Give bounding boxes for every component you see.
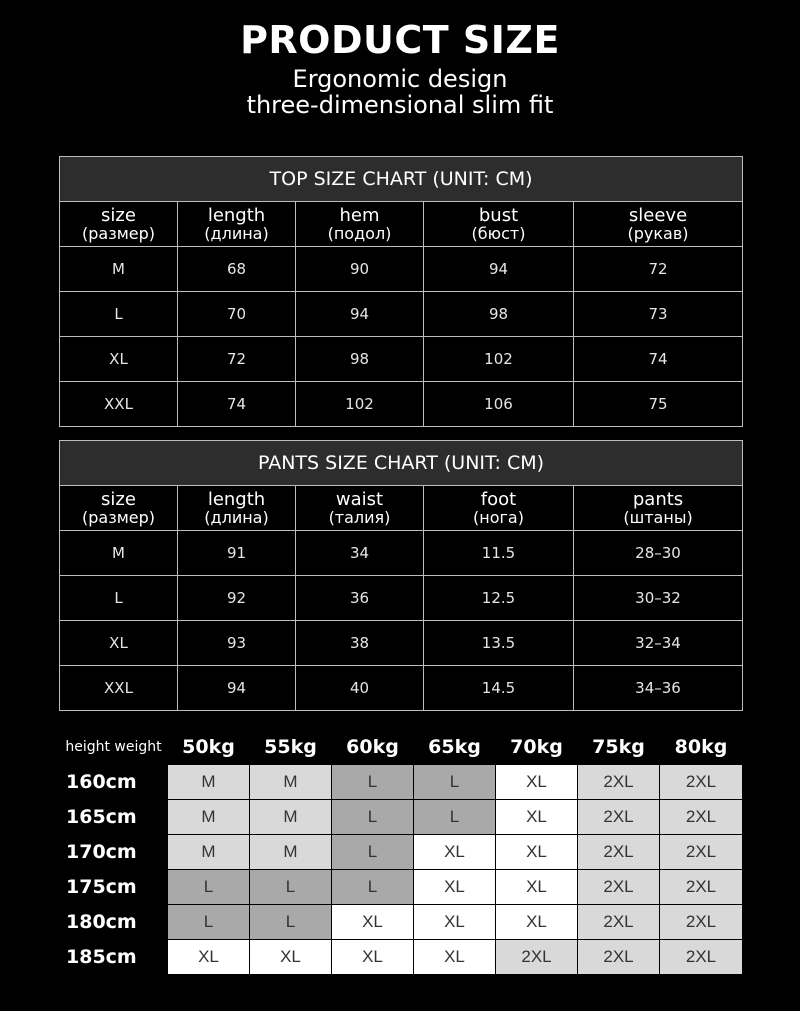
table-cell: 13.5 — [424, 621, 574, 666]
size-cell: L — [414, 765, 496, 800]
table-cell: 75 — [574, 382, 743, 427]
size-cell: XL — [332, 905, 414, 940]
column-header-ru: (длина) — [204, 223, 269, 243]
size-cell: M — [250, 765, 332, 800]
size-cell: 2XL — [578, 765, 660, 800]
table-cell: XXL — [60, 382, 178, 427]
column-header-en: pants — [632, 488, 684, 510]
table-row — [60, 247, 743, 292]
table-cell: 38 — [296, 621, 424, 666]
size-cell: 2XL — [578, 940, 660, 975]
height-row — [60, 835, 743, 870]
table-cell: 102 — [296, 382, 424, 427]
size-cell: XL — [496, 765, 578, 800]
column-header — [574, 202, 743, 247]
size-cell: L — [332, 765, 414, 800]
table-cell: 106 — [424, 382, 574, 427]
table-cell: M — [60, 247, 178, 292]
column-header-ru: (подол) — [327, 223, 392, 243]
table-cell: XL — [60, 621, 178, 666]
subtitle-line-1: Ergonomic design — [292, 65, 508, 93]
table-cell: 32–34 — [574, 621, 743, 666]
table-cell: 14.5 — [424, 666, 574, 711]
size-cell: L — [250, 905, 332, 940]
column-header-ru: (длина) — [204, 507, 269, 527]
pants-chart-caption: PANTS SIZE CHART (UNIT: CM) — [60, 441, 743, 486]
height-row — [60, 905, 743, 940]
column-header-ru: (нога) — [473, 507, 524, 527]
height-row — [60, 800, 743, 835]
column-header — [424, 486, 574, 531]
top-chart-caption: TOP SIZE CHART (UNIT: CM) — [60, 157, 743, 202]
column-header — [178, 486, 296, 531]
size-cell: XL — [414, 835, 496, 870]
column-header-en: size — [101, 488, 136, 510]
table-cell: 93 — [178, 621, 296, 666]
size-cell: XL — [414, 870, 496, 905]
size-cell: XL — [496, 800, 578, 835]
table-cell: 72 — [574, 247, 743, 292]
weight-header: 70kg — [496, 730, 578, 765]
column-header-en: length — [207, 488, 266, 510]
size-cell: XL — [332, 940, 414, 975]
size-cell: XL — [250, 940, 332, 975]
height-label: 160cm — [60, 765, 168, 800]
height-weight-corner-label: height weight — [60, 730, 168, 765]
table-row — [60, 337, 743, 382]
size-cell: XL — [496, 905, 578, 940]
column-header-ru: (размер) — [81, 223, 156, 243]
size-cell: L — [414, 800, 496, 835]
table-row — [60, 576, 743, 621]
table-cell: M — [60, 531, 178, 576]
size-cell: 2XL — [578, 905, 660, 940]
page-title: PRODUCT SIZE — [240, 18, 560, 62]
table-cell: 98 — [424, 292, 574, 337]
column-header-en: length — [207, 204, 266, 226]
table-row — [60, 292, 743, 337]
size-cell: M — [168, 800, 250, 835]
size-cell: 2XL — [660, 870, 743, 905]
table-cell: 73 — [574, 292, 743, 337]
table-cell: 36 — [296, 576, 424, 621]
size-cell: 2XL — [660, 800, 743, 835]
table-cell: 91 — [178, 531, 296, 576]
column-header-en: size — [101, 204, 136, 226]
height-row — [60, 765, 743, 800]
column-header-en: foot — [480, 488, 517, 510]
size-cell: L — [250, 870, 332, 905]
column-header-en: bust — [478, 204, 519, 226]
table-row — [60, 531, 743, 576]
height-label: 165cm — [60, 800, 168, 835]
height-label: 170cm — [60, 835, 168, 870]
column-header-en: hem — [339, 204, 380, 226]
table-cell: 94 — [296, 292, 424, 337]
column-header-ru: (талия) — [328, 507, 391, 527]
column-header — [60, 486, 178, 531]
column-header-ru: (штаны) — [623, 507, 693, 527]
table-row — [60, 621, 743, 666]
table-cell: L — [60, 292, 178, 337]
size-cell: XL — [414, 905, 496, 940]
table-cell: 94 — [178, 666, 296, 711]
size-cell: XL — [496, 835, 578, 870]
size-cell: M — [168, 835, 250, 870]
table-cell: 11.5 — [424, 531, 574, 576]
column-header — [296, 202, 424, 247]
header-row — [60, 202, 743, 247]
table-cell: 72 — [178, 337, 296, 382]
column-header-ru: (размер) — [81, 507, 156, 527]
weight-header: 65kg — [414, 730, 496, 765]
size-cell: L — [332, 870, 414, 905]
weight-header: 55kg — [250, 730, 332, 765]
column-header — [424, 202, 574, 247]
table-row — [60, 666, 743, 711]
size-cell: 2XL — [578, 870, 660, 905]
size-cell: 2XL — [660, 940, 743, 975]
height-row — [60, 870, 743, 905]
table-cell: 68 — [178, 247, 296, 292]
table-cell: XXL — [60, 666, 178, 711]
size-cell: XL — [496, 870, 578, 905]
pants-size-chart — [59, 440, 743, 711]
height-row — [60, 940, 743, 975]
size-cell: M — [250, 835, 332, 870]
size-cell: 2XL — [578, 835, 660, 870]
table-cell: 12.5 — [424, 576, 574, 621]
table-cell: 74 — [178, 382, 296, 427]
size-cell: L — [332, 835, 414, 870]
size-cell: 2XL — [496, 940, 578, 975]
column-header-en: waist — [335, 488, 384, 510]
size-cell: XL — [168, 940, 250, 975]
top-size-chart — [59, 156, 743, 427]
size-cell: M — [250, 800, 332, 835]
column-header — [60, 202, 178, 247]
size-cell: L — [168, 905, 250, 940]
size-cell: L — [332, 800, 414, 835]
weight-header: 50kg — [168, 730, 250, 765]
column-header — [296, 486, 424, 531]
table-cell: 34–36 — [574, 666, 743, 711]
table-cell: 90 — [296, 247, 424, 292]
weight-header: 75kg — [578, 730, 660, 765]
column-header-ru: (рукав) — [627, 223, 689, 243]
column-header — [574, 486, 743, 531]
table-cell: 70 — [178, 292, 296, 337]
subtitle-line-2: three-dimensional slim fit — [246, 91, 554, 119]
weight-header: 60kg — [332, 730, 414, 765]
weight-header: 80kg — [660, 730, 743, 765]
size-cell: 2XL — [660, 905, 743, 940]
table-cell: L — [60, 576, 178, 621]
size-cell: M — [168, 765, 250, 800]
size-cell: 2XL — [578, 800, 660, 835]
column-header-ru: (бюст) — [471, 223, 526, 243]
header-row — [60, 486, 743, 531]
table-cell: 30–32 — [574, 576, 743, 621]
table-cell: 94 — [424, 247, 574, 292]
table-cell: 92 — [178, 576, 296, 621]
table-cell: 74 — [574, 337, 743, 382]
table-cell: 102 — [424, 337, 574, 382]
height-label: 175cm — [60, 870, 168, 905]
table-cell: 98 — [296, 337, 424, 382]
table-cell: 40 — [296, 666, 424, 711]
height-label: 185cm — [60, 940, 168, 975]
size-cell: L — [168, 870, 250, 905]
height-label: 180cm — [60, 905, 168, 940]
size-cell: XL — [414, 940, 496, 975]
weight-header-row — [60, 730, 743, 765]
table-cell: 34 — [296, 531, 424, 576]
table-cell: 28–30 — [574, 531, 743, 576]
size-cell: 2XL — [660, 765, 743, 800]
column-header-en: sleeve — [628, 204, 688, 226]
column-header — [178, 202, 296, 247]
size-cell: 2XL — [660, 835, 743, 870]
height-weight-chart — [59, 729, 743, 975]
table-cell: XL — [60, 337, 178, 382]
table-row — [60, 382, 743, 427]
